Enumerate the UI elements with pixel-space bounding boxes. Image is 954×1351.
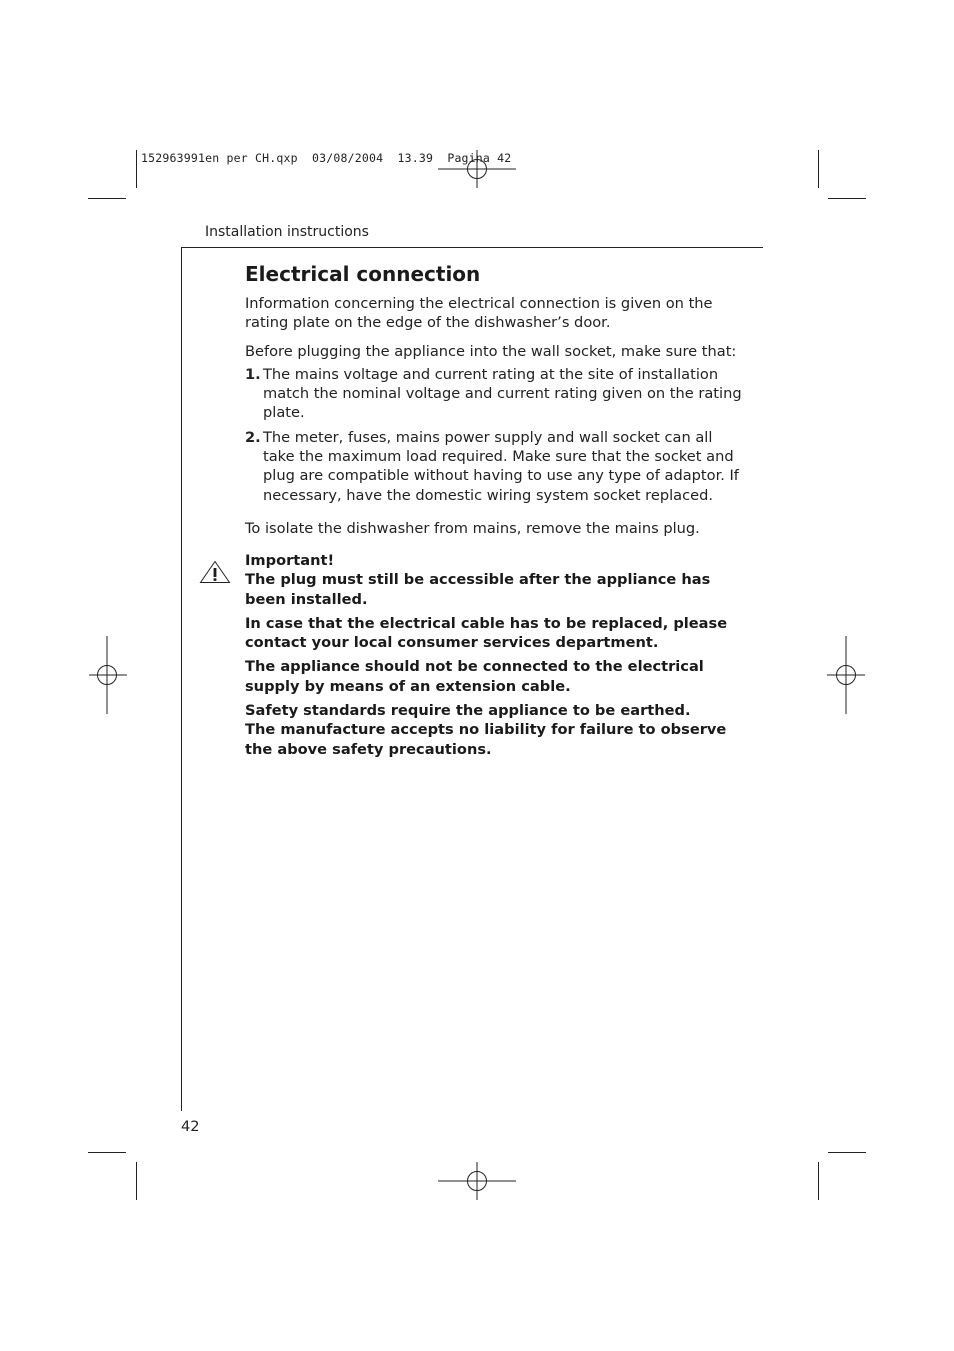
main-content xyxy=(245,294,745,538)
warning-text: The manufacture accepts no liability for failure to observe the above safety precautions. xyxy=(245,721,727,758)
header-rule xyxy=(181,247,763,248)
checklist xyxy=(245,365,745,505)
registration-mark-icon xyxy=(826,636,866,714)
section-label: Installation instructions xyxy=(205,224,369,240)
warning-triangle-icon xyxy=(199,560,231,584)
left-margin-rule xyxy=(181,247,182,1111)
list-item-text: The mains voltage and current rating at the site of installation match the nominal voltage and current rating given on the rating plate. xyxy=(263,365,742,422)
list-item-number: 1. xyxy=(245,365,261,383)
print-slug: 152963991en per CH.qxp 03/08/2004 13.39 Pagina 42 xyxy=(141,151,512,165)
list-item-text: The meter, fuses, mains power supply and wall socket can all take the maximum load required. Make sure that the socket and plug are compatible without having to use any type of adaptor. If necessary, have the domestic wiring system socket replaced. xyxy=(263,428,739,504)
warning-text: The appliance should not be connected to the electrical supply by means of an extension cable. xyxy=(245,658,704,695)
list-item-number: 2. xyxy=(245,428,261,446)
important-heading: Important! xyxy=(245,552,335,569)
isolate-paragraph: To isolate the dishwasher from mains, remove the mains plug. xyxy=(245,519,700,537)
page-title: Electrical connection xyxy=(245,262,481,286)
list-item xyxy=(245,365,745,423)
list-item xyxy=(245,428,745,505)
warning-text: In case that the electrical cable has to be replaced, please contact your local consumer services department. xyxy=(245,614,728,652)
warning-text: The plug must still be accessible after the appliance has been installed. xyxy=(245,571,711,608)
warning-text: Safety standards require the appliance to be earthed. xyxy=(245,702,691,720)
registration-mark-icon xyxy=(437,1162,517,1202)
registration-mark-icon xyxy=(437,150,517,190)
intro-paragraph: Information concerning the electrical connection is given on the rating plate on the edge of the dishwasher’s door. xyxy=(245,295,713,332)
registration-mark-icon xyxy=(88,636,128,714)
before-paragraph: Before plugging the appliance into the wall socket, make sure that: xyxy=(245,342,737,360)
page-number: 42 xyxy=(181,1118,200,1135)
important-notice xyxy=(245,551,745,759)
